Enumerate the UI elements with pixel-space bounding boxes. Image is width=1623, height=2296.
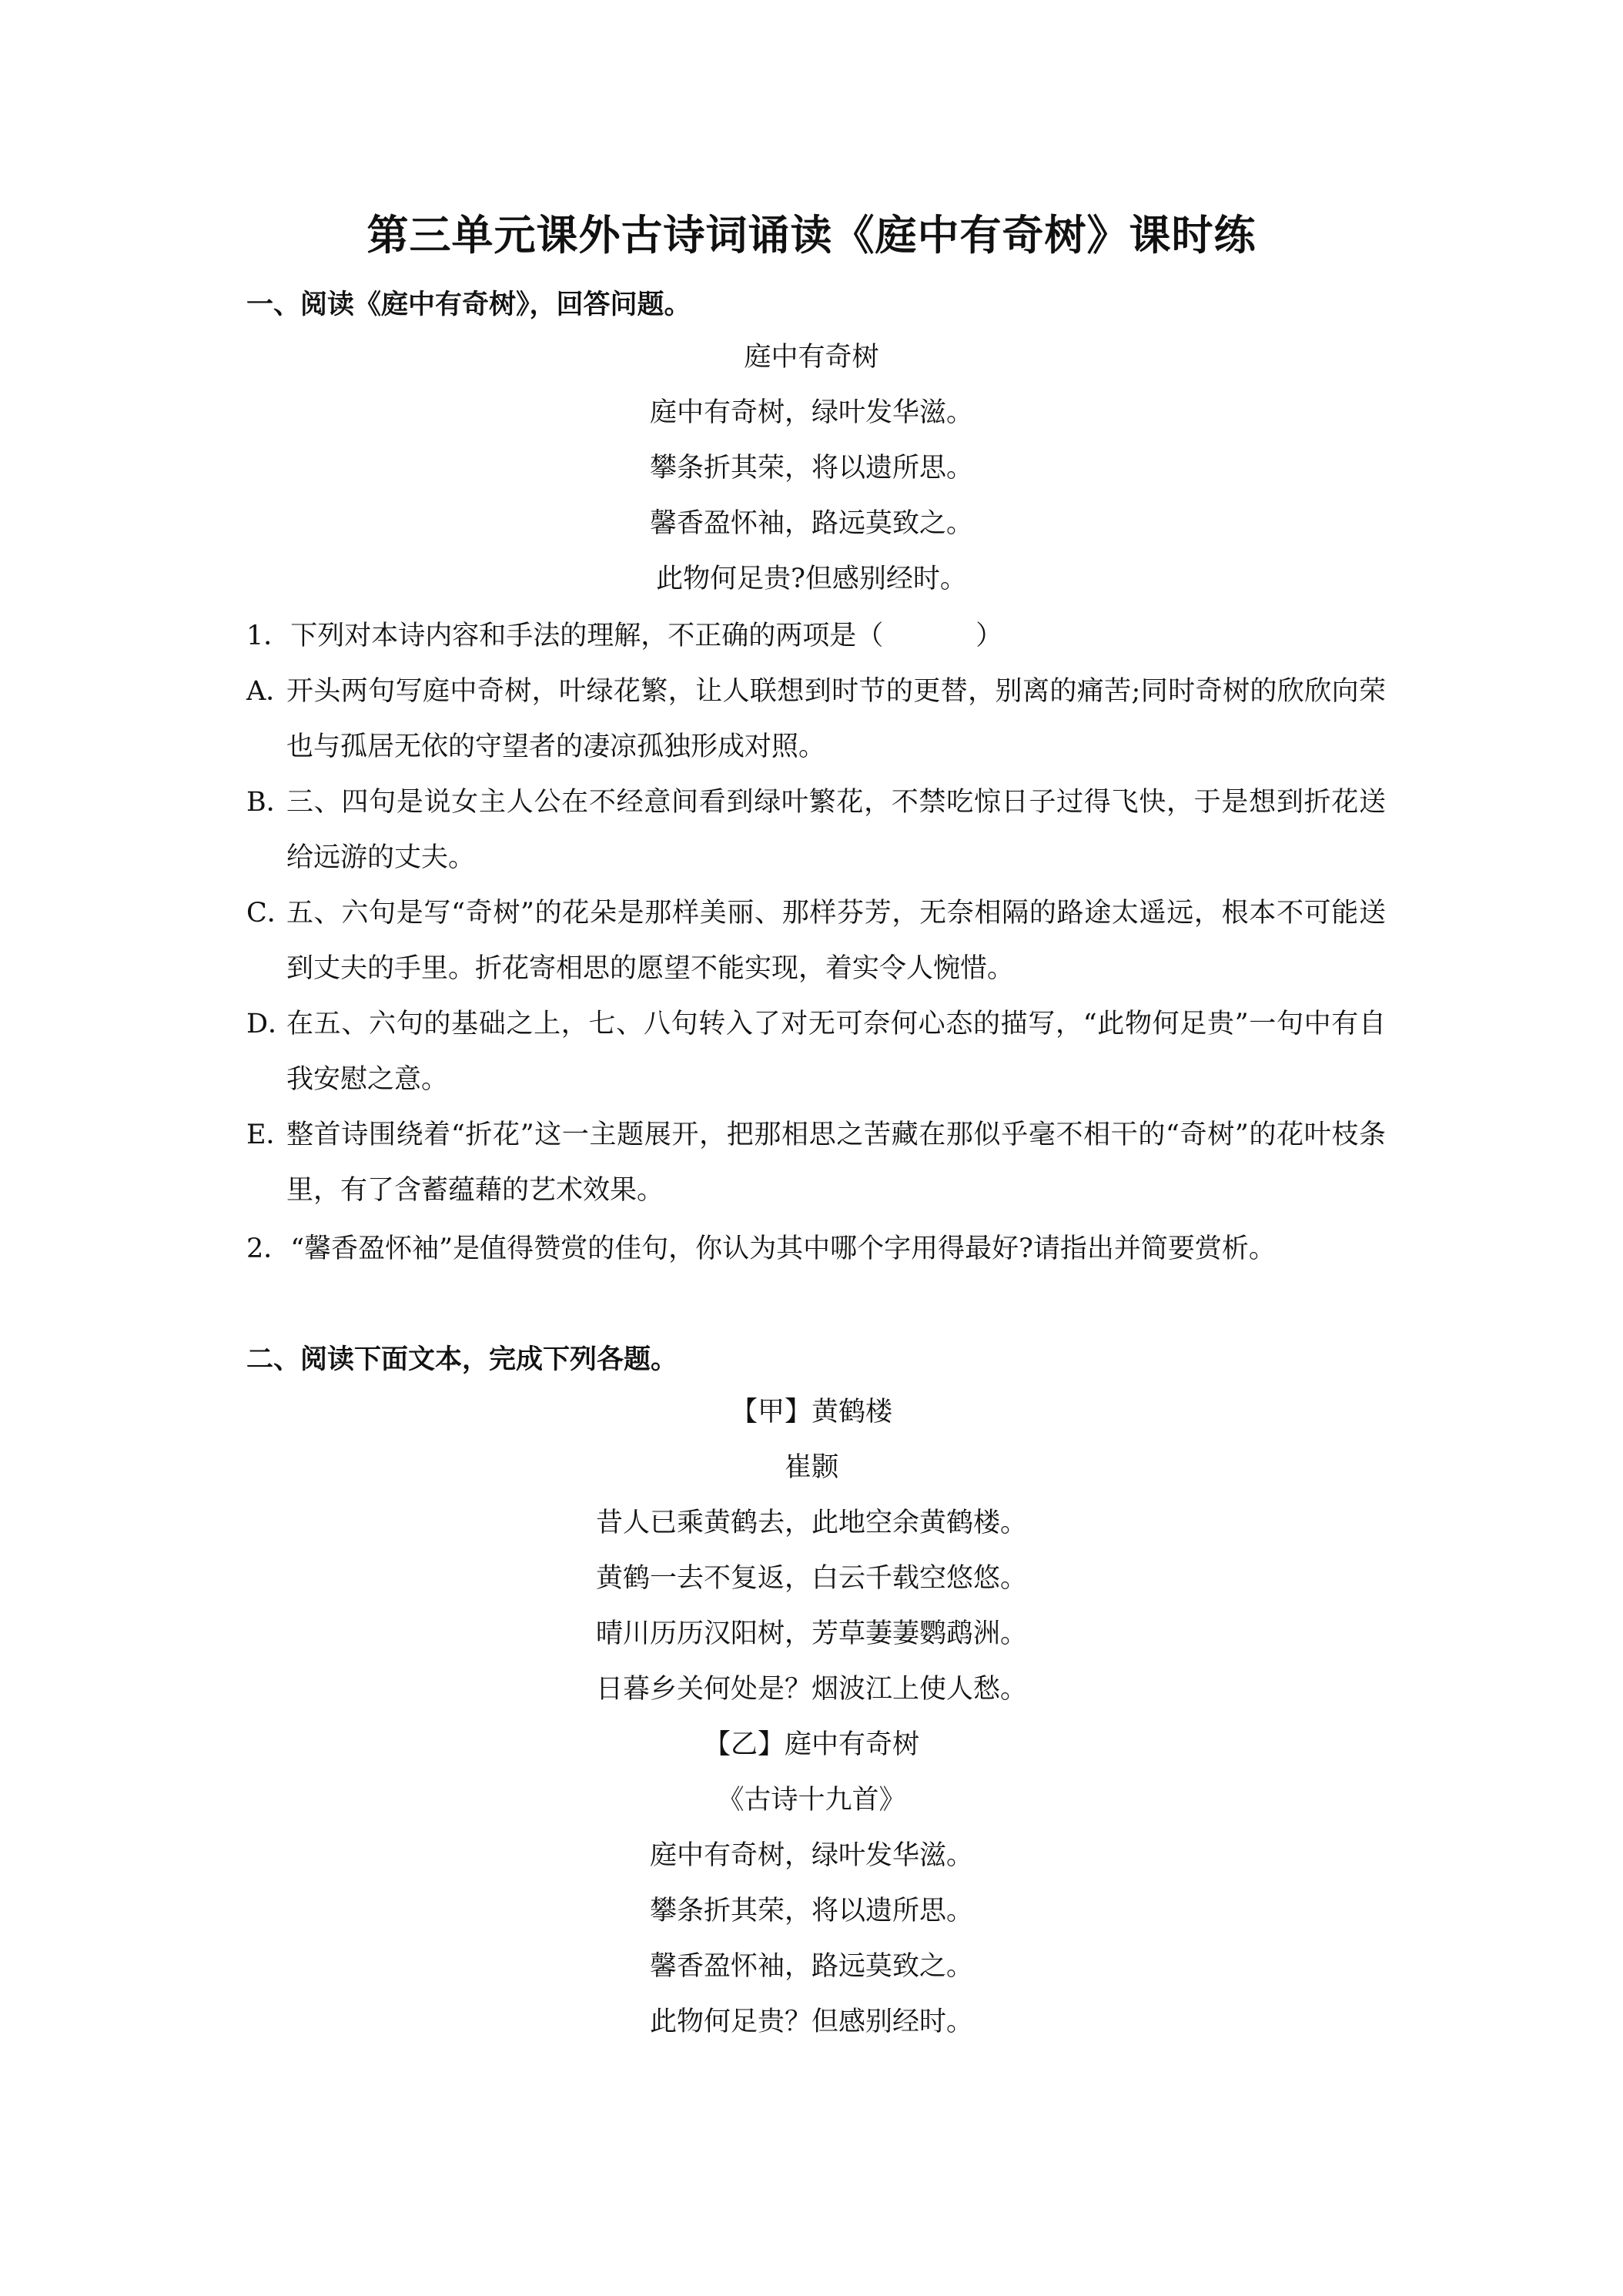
poem-b-title: 【乙】庭中有奇树: [703, 1729, 919, 1760]
option-letter: D．: [246, 1009, 296, 1039]
poem-a-author: 崔颢: [784, 1452, 838, 1483]
section2-heading: 二、阅读下面文本，完成下列各题。: [246, 1344, 678, 1375]
option-c: [246, 885, 1386, 996]
poem1-line: 此物何足贵?但感别经时。: [656, 564, 967, 594]
option-text: 整首诗围绕着“折花”这一主题展开，把那相思之苦藏在那似乎毫不相干的“奇树”的花叶枝条里，有了含蓄蕴藉的艺术效果。: [286, 1120, 1386, 1206]
option-b: [246, 775, 1386, 885]
option-letter: B．: [246, 787, 293, 818]
option-text: 在五、六句的基础之上，七、八句转入了对无可奈何心态的描写，“此物何足贵”一句中有自我安慰之意。: [286, 1009, 1386, 1095]
poem-b-line: 馨香盈怀袖，路远莫致之。: [649, 1951, 973, 1982]
option-letter: A．: [246, 676, 293, 707]
option-a: [246, 664, 1386, 775]
question-stem-end: ）: [975, 621, 1003, 651]
page-title: 第三单元课外古诗词诵读《庭中有奇树》课时练: [366, 210, 1257, 259]
option-e: [246, 1107, 1386, 1218]
question-number: 1．: [246, 621, 291, 651]
poem1-line: 攀条折其荣，将以遗所思。: [649, 453, 973, 484]
poem-a-line: 黄鹤一去不复返，白云千载空悠悠。: [595, 1563, 1027, 1594]
question-stem: 下列对本诗内容和手法的理解，不正确的两项是（: [290, 621, 884, 651]
poem-a-line: 日暮乡关何处是？烟波江上使人愁。: [595, 1674, 1027, 1705]
question-number: 2．: [246, 1233, 291, 1264]
option-text: 开头两句写庭中奇树，叶绿花繁，让人联想到时节的更替，别离的痛苦;同时奇树的欣欣向荣也与孤居无依的守望者的凄凉孤独形成对照。: [286, 676, 1386, 762]
poem-b-line: 庭中有奇树，绿叶发华滋。: [649, 1840, 973, 1871]
option-letter: E．: [246, 1120, 293, 1150]
poem1-line: 馨香盈怀袖，路远莫致之。: [649, 508, 973, 539]
poem-b-line: 此物何足贵？但感别经时。: [649, 2006, 973, 2037]
section1-heading: 一、阅读《庭中有奇树》，回答问题。: [246, 289, 691, 320]
poem-a-title: 【甲】黄鹤楼: [730, 1397, 892, 1427]
option-text: 三、四句是说女主人公在不经意间看到绿叶繁花，不禁吃惊日子过得飞快，于是想到折花送给远游的丈夫。: [286, 787, 1386, 873]
poem-b-line: 攀条折其荣，将以遗所思。: [649, 1896, 973, 1926]
poem-b-author: 《古诗十九首》: [717, 1785, 906, 1816]
poem1-title: 庭中有奇树: [744, 342, 879, 373]
question-1: [246, 618, 1386, 654]
option-letter: C．: [246, 898, 294, 929]
question-text: “馨香盈怀袖”是值得赞赏的佳句，你认为其中哪个字用得最好?请指出并简要赏析。: [290, 1233, 1276, 1264]
question-2: [246, 1230, 1386, 1267]
option-d: [246, 996, 1386, 1107]
poem-a-line: 晴川历历汉阳树，芳草萋萋鹦鹉洲。: [595, 1618, 1027, 1649]
poem-a-line: 昔人已乘黄鹤去，此地空余黄鹤楼。: [595, 1508, 1027, 1538]
option-text: 五、六句是写“奇树”的花朵是那样美丽、那样芬芳，无奈相隔的路途太遥远，根本不可能送到丈夫的手里。折花寄相思的愿望不能实现，着实令人惋惜。: [286, 898, 1386, 984]
poem1-line: 庭中有奇树，绿叶发华滋。: [649, 397, 973, 428]
